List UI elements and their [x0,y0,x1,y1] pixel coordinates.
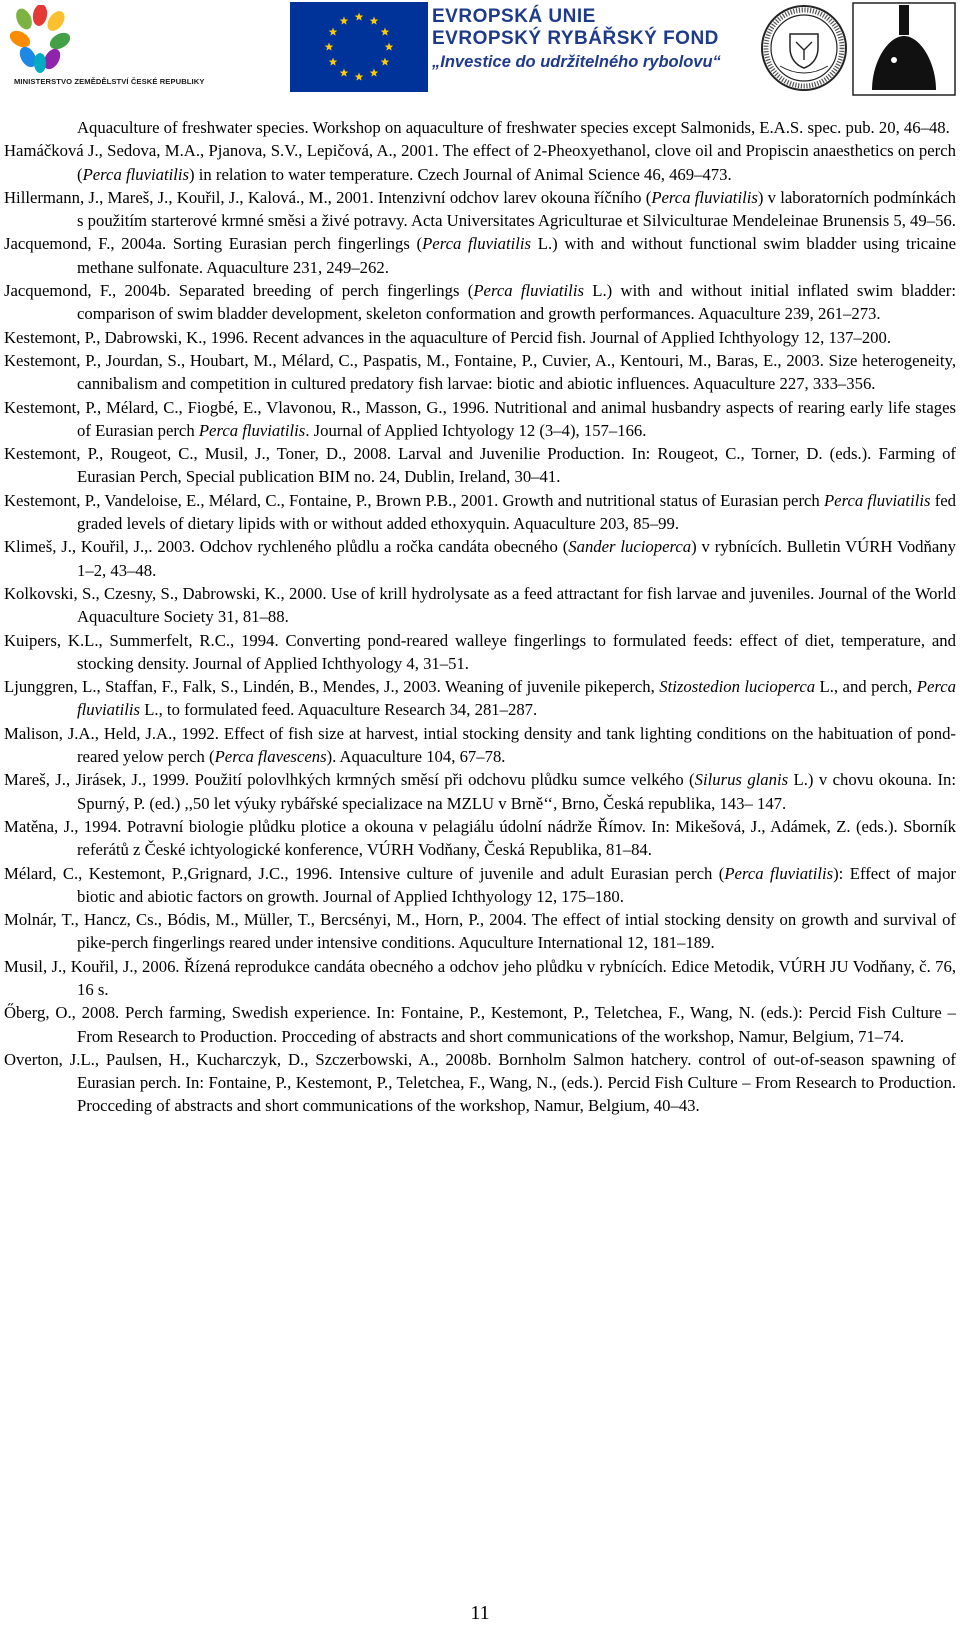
ministry-leaf-logo-icon [10,5,72,77]
reference-entry: Kestemont, P., Rougeot, C., Musil, J., Toner, D., 2008. Larval and Juvenilie Production. In: Rougeot, C., Torner, D. (eds.). Farming of Eurasian Perch, Special publication BIM no. 24, Dublin, Ireland, 30–41. [4,444,956,487]
reference-entry: Kestemont, P., Vandeloise, E., Mélard, C., Fontaine, P., Brown P.B., 2001. Growth and nutritional status of Eurasian perch Perca fluviatilis fed graded levels of dietary lipids with or without added ethoxyquin. Aquaculture 203, 85–99. [4,490,957,534]
eu-line-1: EVROPSKÁ UNIE [432,6,596,27]
reference-entry: Aquaculture of freshwater species. Workshop on aquaculture of freshwater species except Salmonids, E.A.S. spec. pub. 20, 46–48. [77,118,950,137]
reference-entry: Mareš, J., Jirásek, J., 1999. Použití polovlhkých krmných směsí při odchovu plůdku sumce velkého (Silurus glanis L.) v chovu okouna. In: Spurný, P. (ed.) ,,50 let výuky rybářské specializace na MZLU v Brně‘‘, Brno, Česká republika, 143– 147. [4,770,957,813]
reference-entry: Kestemont, P., Dabrowski, K., 1996. Recent advances in the aquaculture of Percid fish. Journal of Applied Ichthyology 12, 137–200. [4,327,892,347]
university-seal-icon [760,4,848,92]
reference-entry: Ljunggren, L., Staffan, F., Falk, S., Lindén, B., Mendes, J., 2003. Weaning of juvenile pikeperch, Stizostedion lucioperca L., and perch, Perca fluviatilis L., to formulated feed. Aquaculture Research 34, 281–287. [4,677,956,720]
ministry-logo [10,5,250,95]
page-number: 11 [470,1602,490,1624]
eu-slogan: „Investice do udržitelného rybolovu“ [432,53,721,71]
reference-entry: Mélard, C., Kestemont, P.,Grignard, J.C., 1996. Intensive culture of juvenile and adult Eurasian perch (Perca fluviatilis): Effect of major biotic and abiotic factors on growth. Journal of Applied Ichthyology 12, 175–180. [4,863,956,906]
reference-entry: Jacquemond, F., 2004b. Separated breeding of perch fingerlings (Perca fluviatilis L.) with and without initial inflated swim bladder: comparison of swim bladder development, skeleton conformation and growth performances. Aquaculture 239, 261–273. [4,281,956,324]
reference-list [4,116,956,1118]
fish-logo-icon [852,2,956,96]
reference-entry: Molnár, T., Hancz, Cs., Bódis, M., Müller, T., Bercsényi, M., Horn, P., 2004. The effect of intial stocking density on growth and survival of pike-perch fingerlings reared under intensive conditions. Aquculture International 12, 181–189. [4,910,956,953]
reference-entry: Kolkovski, S., Czesny, S., Dabrowski, K., 2000. Use of krill hydrolysate as a feed attractant for fish larvae and juveniles. Journal of the World Aquaculture Society 31, 81–88. [4,583,956,627]
reference-entry: Hillermann, J., Mareš, J., Kouřil, J., Kalová., M., 2001. Intenzivní odchov larev okouna říčního (Perca fluviatilis) v laboratorních podmínkách s použitím starterové krmné směsi a živé potravy. Acta Universitates Agriculturae et Silviculturae Mendeleinae Brunensis 5, 49–56. [4,187,956,231]
reference-entry: Klimeš, J., Kouřil, J.,. 2003. Odchov rychleného plůdlu a ročka candáta obecného (Sander lucioperca) v rybnících. Bulletin VÚRH Vodňany 1–2, 43–48. [4,537,956,580]
reference-entry: Kuipers, K.L., Summerfelt, R.C., 1994. Converting pond-reared walleye fingerlings to formulated feeds: effect of diet, temperature, and stocking density. Journal of Applied Ichthyology 4, 31–51. [4,630,956,673]
reference-entry: Kestemont, P., Jourdan, S., Houbart, M., Mélard, C., Paspatis, M., Fontaine, P., Cuvier, A., Kentouri, M., Baras, E., 2003. Size heterogeneity, cannibalism and competition in cultured predatory fish larvae: biotic and abiotic influences. Aquaculture 227, 333–356. [4,350,956,394]
reference-entry: Őberg, O., 2008. Perch farming, Swedish experience. In: Fontaine, P., Kestemont, P., Teletchea, F., Wang, N. (eds.): Percid Fish Culture – From Research to Production. Procceding of abstracts and short communications of the workshop, Namur, Belgium, 71–74. [4,1003,956,1046]
page-header [0,0,960,100]
reference-entry: Kestemont, P., Mélard, C., Fiogbé, E., Vlavonou, R., Masson, G., 1996. Nutritional and animal husbandry aspects of rearing early life stages of Eurasian perch Perca fluviatilis. Journal of Applied Ichtyology 12 (3–4), 157–166. [4,397,956,440]
reference-entry: Overton, J.L., Paulsen, H., Kucharczyk, D., Szczerbowski, A., 2008b. Bornholm Salmon hatchery. control of out-of-season spawning of Eurasian perch. In: Fontaine, P., Kestemont, P., Teletchea, F., Wang, N., (eds.). Percid Fish Culture – From Research to Production. Procceding of abstracts and short communications of the workshop, Namur, Belgium, 40–43. [4,1049,956,1116]
ministry-name: MINISTERSTVO ZEMĚDĚLSTVÍ ČESKÉ REPUBLIKY [14,77,205,86]
reference-entry: Jacquemond, F., 2004a. Sorting Eurasian perch fingerlings (Perca fluviatilis L.) with and without functional swim bladder using tricaine methane sulfonate. Aquaculture 231, 249–262. [4,234,956,277]
reference-entry: Hamáčková J., Sedova, M.A., Pjanova, S.V., Lepičová, A., 2001. The effect of 2-Pheoxyethanol, clove oil and Propiscin anaesthetics on perch (Perca fluviatilis) in relation to water temperature. Czech Journal of Animal Science 46, 469–473. [4,141,956,184]
reference-entry: Matěna, J., 1994. Potravní biologie plůdku plotice a okouna v pelagiálu údolní nádrže Římov. In: Mikešová, J., Adámek, Z. (eds.). Sborník referátů z České ichtyologické konference, VÚRH Vodňany, Česká Republika, 81–84. [4,816,956,860]
reference-entry: Malison, J.A., Held, J.A., 1992. Effect of fish size at harvest, intial stocking density and tank lighting conditions on the habituation of pond-reared yelow perch (Perca flavescens). Aquaculture 104, 67–78. [4,723,956,767]
eu-flag-icon [290,2,428,92]
eu-fund-text [432,6,752,74]
eu-line-2: EVROPSKÝ RYBÁŘSKÝ FOND [432,28,719,49]
reference-entry: Musil, J., Kouřil, J., 2006. Řízená reprodukce candáta obecného a odchov jeho plůdku v rybnících. Edice Metodik, VÚRH JU Vodňany, č. 76, 16 s. [4,956,956,999]
